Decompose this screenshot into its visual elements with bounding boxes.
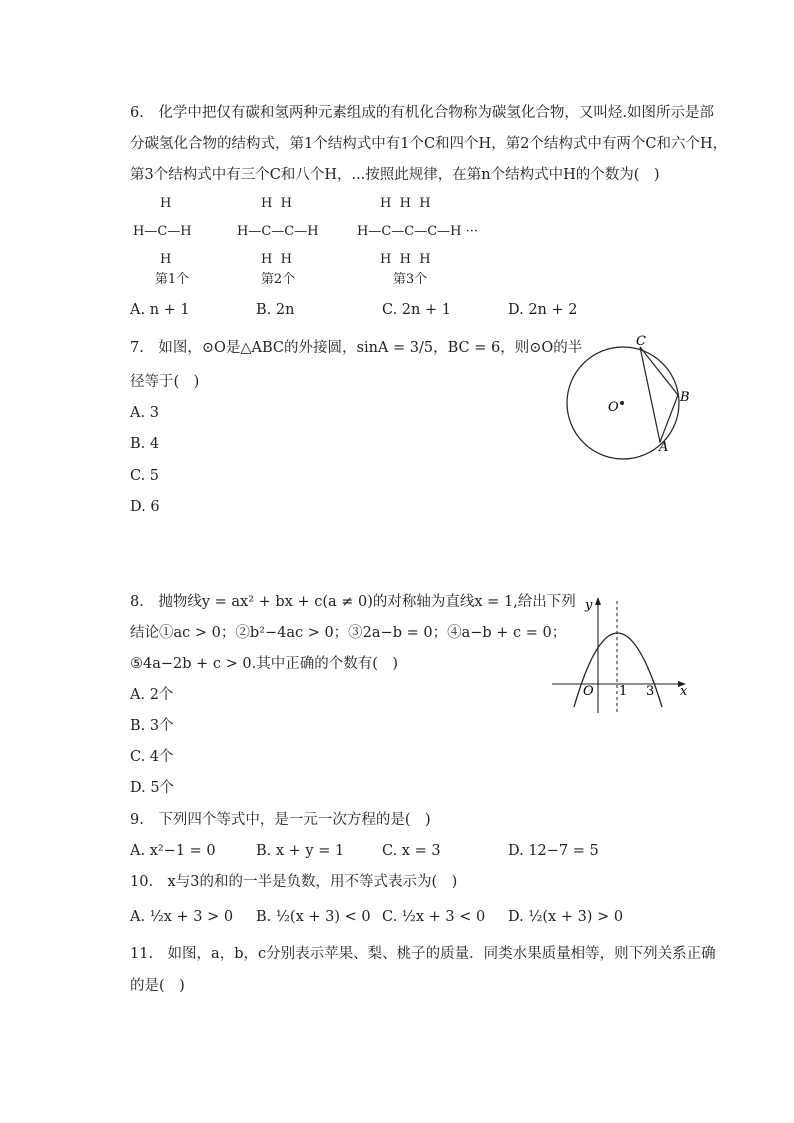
q6-line-2: 分碳氢化合物的结构式，第1个结构式中有1个C和四个H，第2个结构式中有两个C和六个H，: [130, 136, 728, 152]
label-c: C: [636, 334, 646, 349]
center-dot: [620, 401, 624, 405]
q6-option-c[interactable]: C. 2n + 1: [382, 302, 451, 318]
triangle-abc: [640, 347, 678, 442]
y-axis-arrow: [595, 597, 601, 605]
q6-option-d[interactable]: D. 2n + 2: [508, 302, 578, 318]
q7-line-2: 径等于( ): [130, 374, 200, 390]
q7-line-1: 7. 如图，⊙O是△ABC的外接圆，sinA = 3/5，BC = 6，则⊙O的半: [130, 340, 583, 356]
label-a: A: [659, 440, 669, 455]
q11-line-1: 11. 如图，a，b，c分别表示苹果、梨、桃子的质量．同类水果质量相等，则下列关系正确: [130, 946, 716, 962]
q10-option-c[interactable]: C. ½x + 3 < 0: [382, 909, 486, 925]
molecule-2-top: H H: [261, 196, 292, 211]
q9-option-d[interactable]: D. 12−7 = 5: [508, 843, 599, 859]
q6-option-a[interactable]: A. n + 1: [130, 302, 190, 318]
q8-option-d[interactable]: D. 5个: [130, 780, 175, 796]
molecule-2-bot: H H: [261, 252, 292, 267]
molecule-3-top: H H H: [380, 196, 431, 211]
q8-line-2: 结论①ac > 0；②b²−4ac > 0；③2a−b = 0；④a−b + c = 0；: [130, 625, 567, 641]
q10-option-a[interactable]: A. ½x + 3 > 0: [130, 909, 234, 925]
parabola-figure: [550, 595, 695, 713]
q7-option-a[interactable]: A. 3: [130, 405, 159, 421]
q10-option-b[interactable]: B. ½(x + 3) < 0: [256, 909, 371, 925]
molecule-3-label: 第3个: [392, 272, 428, 287]
label-three: 3: [646, 684, 655, 699]
q10-line-1: 10. x与3的和的一半是负数，用不等式表示为( ): [130, 874, 458, 890]
q7-option-d[interactable]: D. 6: [130, 499, 160, 515]
q7-option-b[interactable]: B. 4: [130, 436, 160, 452]
circle-figure: [560, 333, 700, 463]
label-one: 1: [619, 684, 628, 699]
q9-option-b[interactable]: B. x + y = 1: [256, 843, 345, 859]
molecule-1-mid: H—C—H: [133, 224, 192, 239]
molecule-3-bot: H H H: [380, 252, 431, 267]
q8-option-c[interactable]: C. 4个: [130, 749, 174, 765]
q8-line-3: ⑤4a−2b + c > 0.其中正确的个数有( ): [130, 656, 399, 672]
molecule-1-bot: H: [160, 252, 172, 267]
molecule-2-mid: H—C—C—H: [237, 224, 319, 239]
q9-option-c[interactable]: C. x = 3: [382, 843, 441, 859]
q10-option-d[interactable]: D. ½(x + 3) > 0: [508, 909, 624, 925]
q6-option-b[interactable]: B. 2n: [256, 302, 295, 318]
q9-line-1: 9. 下列四个等式中，是一元一次方程的是( ): [130, 812, 431, 828]
label-x: x: [680, 684, 688, 699]
label-b: B: [680, 390, 690, 405]
q9-option-a[interactable]: A. x²−1 = 0: [130, 843, 216, 859]
q6-line-3: 第3个结构式中有三个C和八个H，...按照此规律，在第n个结构式中H的个数为( ): [130, 167, 660, 183]
molecule-3-mid: H—C—C—C—H ···: [357, 224, 479, 239]
label-y: y: [585, 598, 593, 613]
molecule-1-label: 第1个: [154, 272, 190, 287]
q8-option-b[interactable]: B. 3个: [130, 718, 174, 734]
q7-option-c[interactable]: C. 5: [130, 468, 160, 484]
label-origin: O: [583, 684, 594, 699]
molecule-2-label: 第2个: [260, 272, 296, 287]
q11-line-2: 的是( ): [130, 978, 185, 994]
q8-option-a[interactable]: A. 2个: [130, 687, 174, 703]
q6-line-1: 6. 化学中把仅有碳和氢两种元素组成的有机化合物称为碳氢化合物，又叫烃.如图所示是部: [130, 105, 714, 121]
molecule-1-top: H: [160, 196, 172, 211]
label-o: O: [608, 400, 619, 415]
q8-line-1: 8. 抛物线y = ax² + bx + c(a ≠ 0)的对称轴为直线x = 1,给出下列: [130, 594, 576, 610]
